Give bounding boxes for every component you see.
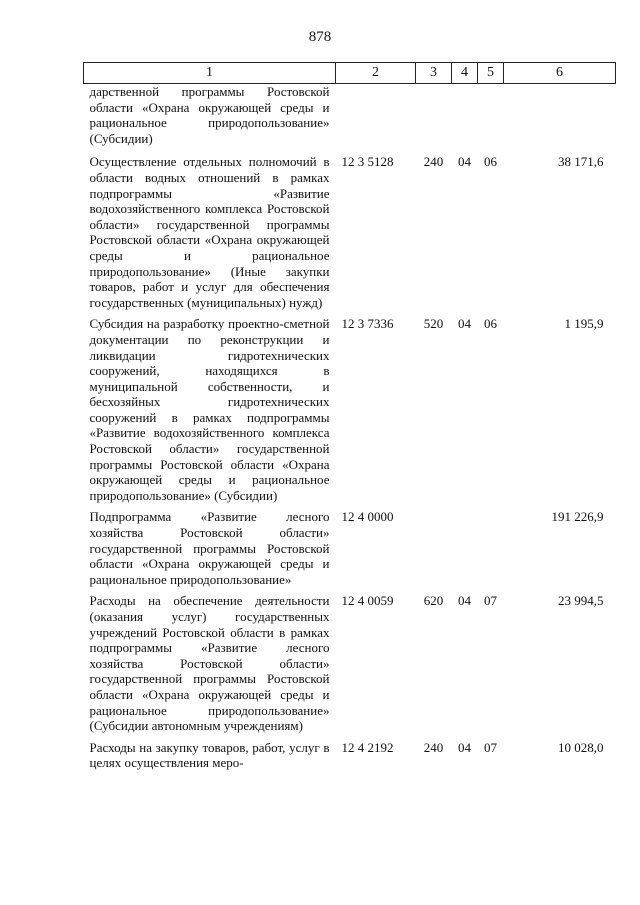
- header-col-4: 4: [452, 63, 478, 84]
- header-col-5: 5: [478, 63, 504, 84]
- row-description: дарственной программы Ростовской области «Охрана окружающей среды и рациональное природопользование» (Субсидии): [89, 84, 330, 146]
- row-section: 04: [458, 739, 471, 755]
- row-type: 240: [423, 154, 444, 170]
- row-code: 12 3 5128: [341, 154, 394, 170]
- row-code: 12 4 0000: [341, 509, 394, 525]
- table-row: [84, 734, 616, 771]
- row-section: [452, 503, 478, 587]
- row-subsection: [478, 503, 504, 587]
- row-amount: [504, 84, 616, 149]
- row-code: 12 4 0059: [341, 593, 394, 609]
- row-amount: 23 994,5: [558, 593, 604, 609]
- row-type: 520: [423, 316, 444, 332]
- table-row: [84, 587, 616, 733]
- header-col-1: 1: [84, 63, 336, 84]
- row-amount: 10 028,0: [558, 739, 604, 755]
- row-type: 240: [423, 739, 444, 755]
- row-section: [452, 84, 478, 149]
- row-description: Осуществление отдельных полномочий в области водных отношений в рамках подпрограммы «Развитие водохозяйственного комплекса Ростовской области» государственной программы Ростовской области «Охрана окружающей среды и рациональное природопользование» (Иные закупки товаров, работ и услуг для обеспечения государственных (муниципальных) нужд): [89, 154, 330, 310]
- row-subsection: 06: [484, 154, 497, 170]
- row-amount: 38 171,6: [558, 154, 604, 170]
- header-col-6: 6: [504, 63, 616, 84]
- row-subsection: 07: [484, 593, 497, 609]
- row-section: 04: [458, 593, 471, 609]
- row-code: 12 3 7336: [341, 316, 394, 332]
- row-type: [416, 503, 452, 587]
- table-header-row: [84, 63, 616, 84]
- row-section: 04: [458, 316, 471, 332]
- table-row: [84, 503, 616, 587]
- row-subsection: 06: [484, 316, 497, 332]
- row-subsection: [478, 84, 504, 149]
- table-row: [84, 148, 616, 310]
- row-description: Расходы на закупку товаров, работ, услуг в целях осуществления меро-: [89, 739, 330, 771]
- row-type: [416, 84, 452, 149]
- table-row: [84, 84, 616, 149]
- row-amount: 1 195,9: [564, 316, 604, 332]
- row-code: 12 4 2192: [341, 739, 394, 755]
- row-description: Подпрограмма «Развитие лесного хозяйства Ростовской области» государственной программы Ростовской области «Охрана окружающей среды и рациональное природопользование»: [89, 509, 330, 587]
- page-number: 878: [308, 29, 332, 45]
- row-subsection: 07: [484, 739, 497, 755]
- header-col-3: 3: [416, 63, 452, 84]
- table-row: [84, 310, 616, 503]
- row-description: Расходы на обеспечение деятельности (оказания услуг) государственных учреждений Ростовской области в рамках подпрограммы «Развитие лесного хозяйства Ростовской области» государственной программы Ростовской области «Охрана окружающей среды и рациональное природопользование» (Субсидии автономным учреждениям): [89, 593, 330, 734]
- row-amount: 191 226,9: [551, 509, 604, 525]
- row-type: 620: [423, 593, 444, 609]
- row-code: [336, 84, 416, 149]
- header-col-2: 2: [336, 63, 416, 84]
- row-description: Субсидия на разработку проектно-сметной документации по реконструкции и ликвидации гидротехнических сооружений, находящихся в муниципальной собственности, и бесхозяйных гидротехнических сооружений в рамках подпрограммы «Развитие водохозяйственного комплекса Ростовской области» государственной программы Ростовской области «Охрана окружающей среды и рациональное природопользование» (Субсидии): [89, 316, 330, 503]
- budget-table: [83, 62, 616, 771]
- row-section: 04: [458, 154, 471, 170]
